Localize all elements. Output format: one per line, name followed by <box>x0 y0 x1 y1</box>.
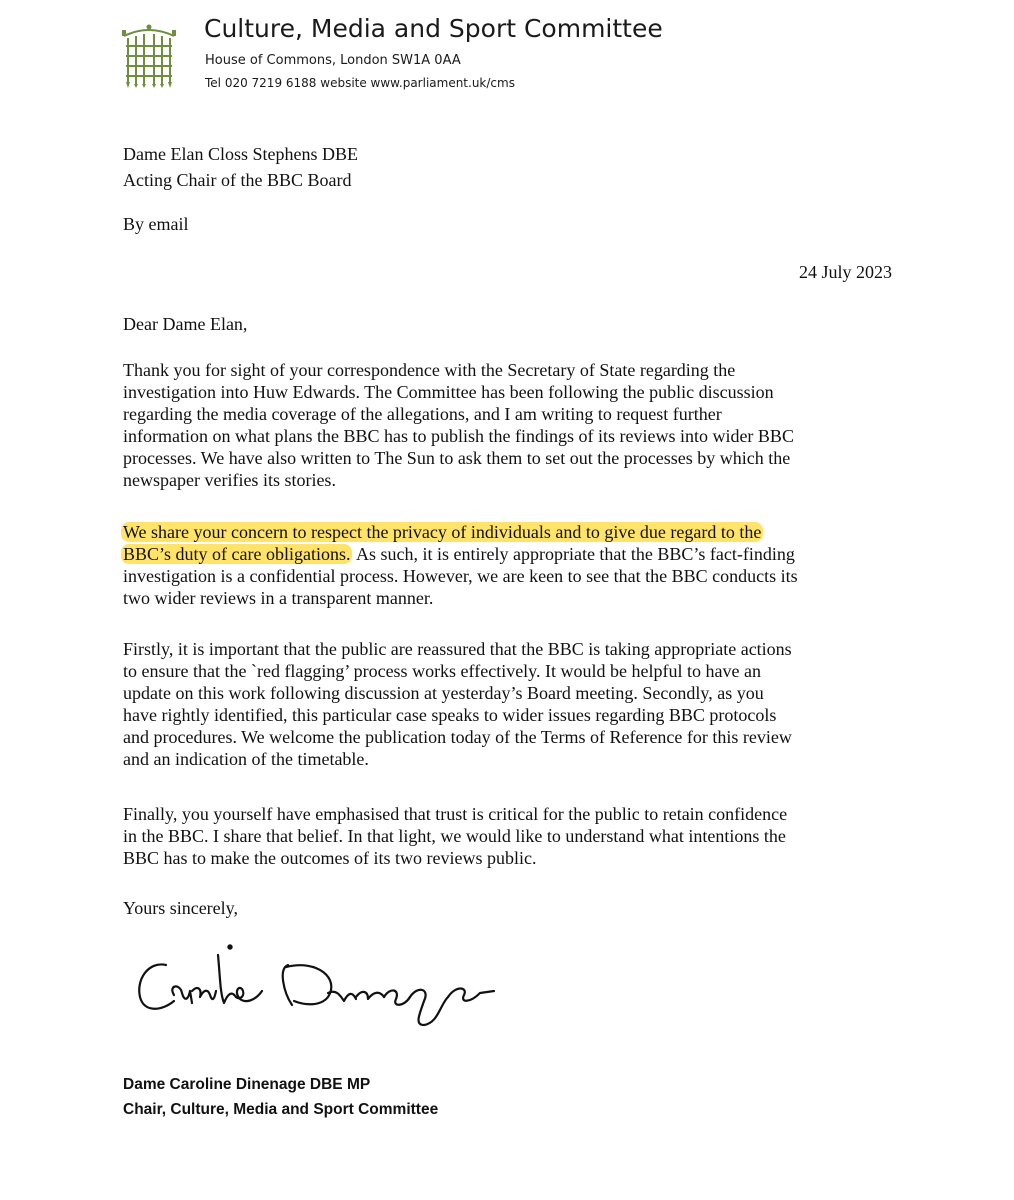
paragraph-line: investigation into Huw Edwards. The Committee has been following the public discussion <box>123 382 774 402</box>
paragraph-line: Firstly, it is important that the public are reassured that the BBC is taking appropriate actions <box>123 639 792 659</box>
paragraph-line: regarding the media coverage of the allegations, and I am writing to request further <box>123 404 722 424</box>
paragraph-line: update on this work following discussion at yesterday’s Board meeting. Secondly, as you <box>123 683 764 703</box>
delivery-method: By email <box>123 214 189 234</box>
salutation: Dear Dame Elan, <box>123 314 248 334</box>
paragraph-line: processes. We have also written to The Sun to ask them to set out the processes by which the <box>123 448 791 468</box>
committee-name: Culture, Media and Sport Committee <box>204 14 663 43</box>
paragraph-line <box>123 543 903 565</box>
paragraph-line: to ensure that the `red flagging’ process works effectively. It would be helpful to have an <box>123 661 761 681</box>
paragraph-line: and procedures. We welcome the publication today of the Terms of Reference for this review <box>123 727 792 747</box>
portcullis-icon <box>118 22 180 88</box>
paragraph-2 <box>123 521 903 609</box>
paragraph-line: have rightly identified, this particular case speaks to wider issues regarding BBC protocols <box>123 705 777 725</box>
paragraph-line: BBC has to make the outcomes of its two reviews public. <box>123 848 537 868</box>
paragraph-line: two wider reviews in a transparent manner. <box>123 588 434 608</box>
highlighted-text: We share your concern to respect the privacy of individuals and to give due regard to the <box>123 522 762 542</box>
paragraph-3 <box>123 638 903 770</box>
paragraph-line: and an indication of the timetable. <box>123 749 369 769</box>
paragraph-4 <box>123 803 903 869</box>
paragraph-line <box>123 521 903 543</box>
paragraph-line: Thank you for sight of your correspondence with the Secretary of State regarding the <box>123 360 736 380</box>
recipient-block <box>123 143 903 191</box>
letter-date: 24 July 2023 <box>798 262 892 282</box>
handwritten-signature <box>128 935 528 1035</box>
paragraph-line: Finally, you yourself have emphasised that trust is critical for the public to retain confidence <box>123 804 788 824</box>
signatory-title: Chair, Culture, Media and Sport Committee <box>123 1101 439 1118</box>
paragraph-line: in the BBC. I share that belief. In that light, we would like to understand what intentions the <box>123 826 786 846</box>
committee-address: House of Commons, London SW1A 0AA <box>205 53 461 68</box>
paragraph-text: As such, it is entirely appropriate that the BBC’s fact-finding <box>352 544 795 564</box>
paragraph-line: newspaper verifies its stories. <box>123 470 336 490</box>
recipient-role: Acting Chair of the BBC Board <box>123 170 352 190</box>
signatory-name: Dame Caroline Dinenage DBE MP <box>123 1076 371 1093</box>
paragraph-1 <box>123 359 903 491</box>
paragraph-line: information on what plans the BBC has to publish the findings of its reviews into wider BBC <box>123 426 794 446</box>
signatory-block <box>123 1072 438 1122</box>
recipient-name: Dame Elan Closs Stephens DBE <box>123 144 358 164</box>
paragraph-line: investigation is a confidential process. However, we are keen to see that the BBC conducts its <box>123 566 798 586</box>
highlighted-text: BBC’s duty of care obligations. <box>123 544 351 564</box>
closing: Yours sincerely, <box>123 898 238 918</box>
committee-contact: Tel 020 7219 6188 website www.parliament.uk/cms <box>205 76 515 90</box>
